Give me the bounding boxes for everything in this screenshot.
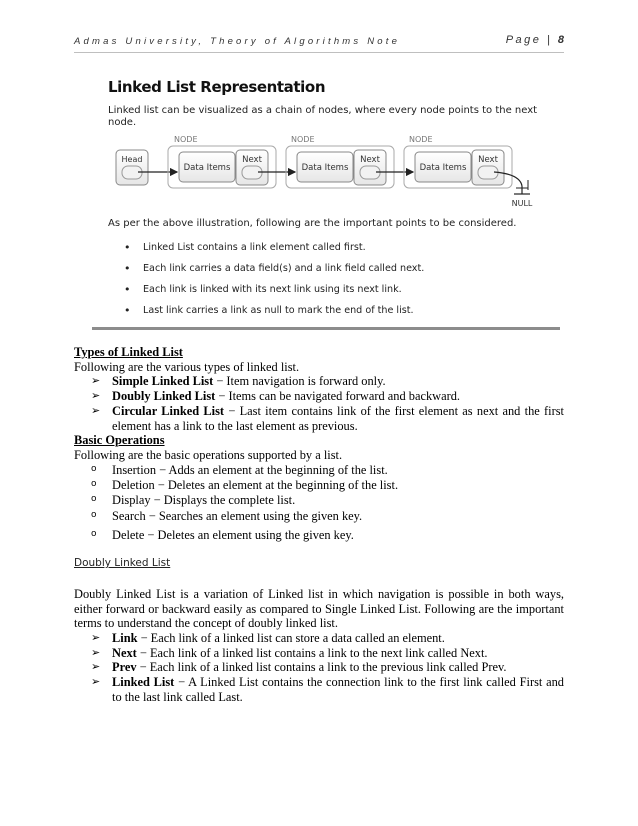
doubly-desc: − Each link of a linked list contains a link to the previous link called Prev.: [136, 660, 507, 675]
doubly-item: [74, 646, 564, 661]
figure-points: [124, 242, 424, 326]
operations-text: Insertion − Adds an element at the beginning of the list.: [112, 462, 388, 477]
operations-list: [74, 463, 564, 543]
circle-bullet-icon: o: [91, 528, 97, 539]
types-heading: Types of Linked List: [74, 345, 183, 359]
types-term: Doubly Linked List: [112, 389, 216, 404]
header-course-title: Admas University, Theory of Algorithms Note: [74, 36, 401, 47]
next-label: Next: [242, 155, 262, 165]
operations-text: Display − Displays the complete list.: [112, 493, 296, 508]
data-items-label: Data Items: [419, 163, 467, 173]
operations-item: [74, 528, 564, 543]
node-3: [404, 135, 512, 188]
types-intro: Following are the various types of linked list.: [74, 359, 300, 374]
next-label: Next: [360, 155, 380, 165]
types-desc: − Items can be navigated forward and backward.: [215, 389, 461, 404]
node-label: NODE: [174, 135, 198, 144]
node-label: NODE: [291, 135, 315, 144]
doubly-term: Link: [112, 630, 138, 645]
doubly-desc: − Each link of a linked list can store a data called an element.: [137, 630, 445, 645]
data-items-label: Data Items: [301, 163, 349, 173]
page-number: 8: [557, 34, 564, 46]
doubly-item: [74, 660, 564, 675]
header-page-number: [506, 34, 564, 46]
types-desc: − Last item contains link of the first element as next and the first element has a link to the last element as previous.: [112, 403, 564, 433]
doubly-desc: − Each link of a linked list contains a link to the next link called Next.: [136, 645, 488, 660]
doubly-paragraph: Doubly Linked List is a variation of Linked list in which navigation is possible in both ways, either forward or backward easily as compared to Single Linked List. Following are the important terms to understand the concept of doubly linked list.: [74, 586, 564, 631]
circle-bullet-icon: o: [91, 478, 97, 489]
linked-list-figure: [90, 74, 560, 330]
next-label: Next: [478, 155, 498, 165]
figure-point: • Linked List contains a link element called first.: [124, 242, 424, 263]
figure-intro: Linked list can be visualized as a chain of nodes, where every node points to the next node.: [108, 105, 538, 128]
doubly-heading: Doubly Linked List: [74, 557, 171, 570]
figure-point: • Last link carries a link as null to mark the end of the list.: [124, 305, 424, 326]
doubly-term: Linked List: [112, 675, 175, 690]
node-1: [168, 135, 276, 188]
data-items-label: Data Items: [183, 163, 231, 173]
types-term: Circular Linked List: [112, 403, 225, 418]
doubly-term: Next: [112, 645, 137, 660]
types-item: [74, 389, 564, 404]
linked-list-diagram: [90, 74, 560, 214]
arrow-bullet-icon: ➢: [91, 661, 101, 674]
operations-text: Delete − Deletes an element using the given key.: [112, 527, 354, 542]
types-list: [74, 374, 564, 433]
doubly-item: [74, 631, 564, 646]
arrow-bullet-icon: ➢: [91, 375, 101, 388]
doubly-list: [74, 631, 564, 705]
head-pointer: [116, 150, 148, 185]
main-content: [74, 345, 564, 704]
figure-divider: [92, 327, 560, 330]
operations-intro: Following are the basic operations supported by a list.: [74, 447, 343, 462]
operations-item: [74, 493, 564, 508]
head-label: Head: [121, 155, 143, 164]
operations-heading: Basic Operations: [74, 433, 165, 448]
types-item: [74, 404, 564, 433]
arrow-bullet-icon: ➢: [91, 404, 101, 417]
operations-item: [74, 478, 564, 493]
operations-item: [74, 509, 564, 524]
types-desc: − Item navigation is forward only.: [213, 374, 386, 389]
figure-point: • Each link is linked with its next link using its next link.: [124, 284, 424, 305]
types-item: [74, 374, 564, 389]
circle-bullet-icon: o: [91, 509, 97, 520]
doubly-desc: − A Linked List contains the connection link to the first link called First and to the last link called Last.: [112, 675, 564, 704]
figure-title: Linked List Representation: [108, 78, 326, 96]
operations-item: [74, 463, 564, 478]
arrow-bullet-icon: ➢: [91, 676, 101, 689]
operations-text: Search − Searches an element using the given key.: [112, 508, 363, 523]
arrow-bullet-icon: ➢: [91, 631, 101, 644]
circle-bullet-icon: o: [91, 494, 97, 505]
node-label: NODE: [409, 135, 433, 144]
figure-considered: As per the above illustration, following are the important points to be considered.: [108, 218, 517, 229]
page-label: Page |: [505, 34, 553, 46]
circle-bullet-icon: o: [91, 463, 97, 474]
operations-text: Deletion − Deletes an element at the beginning of the list.: [112, 477, 399, 492]
figure-point: • Each link carries a data field(s) and a link field called next.: [124, 263, 424, 284]
doubly-term: Prev: [112, 660, 137, 675]
node-2: [286, 135, 394, 188]
page-header: [74, 36, 564, 53]
arrow-bullet-icon: ➢: [91, 390, 101, 403]
types-term: Simple Linked List: [112, 374, 214, 389]
doubly-item: [74, 675, 564, 704]
null-label: NULL: [511, 199, 533, 208]
arrow-bullet-icon: ➢: [91, 646, 101, 659]
